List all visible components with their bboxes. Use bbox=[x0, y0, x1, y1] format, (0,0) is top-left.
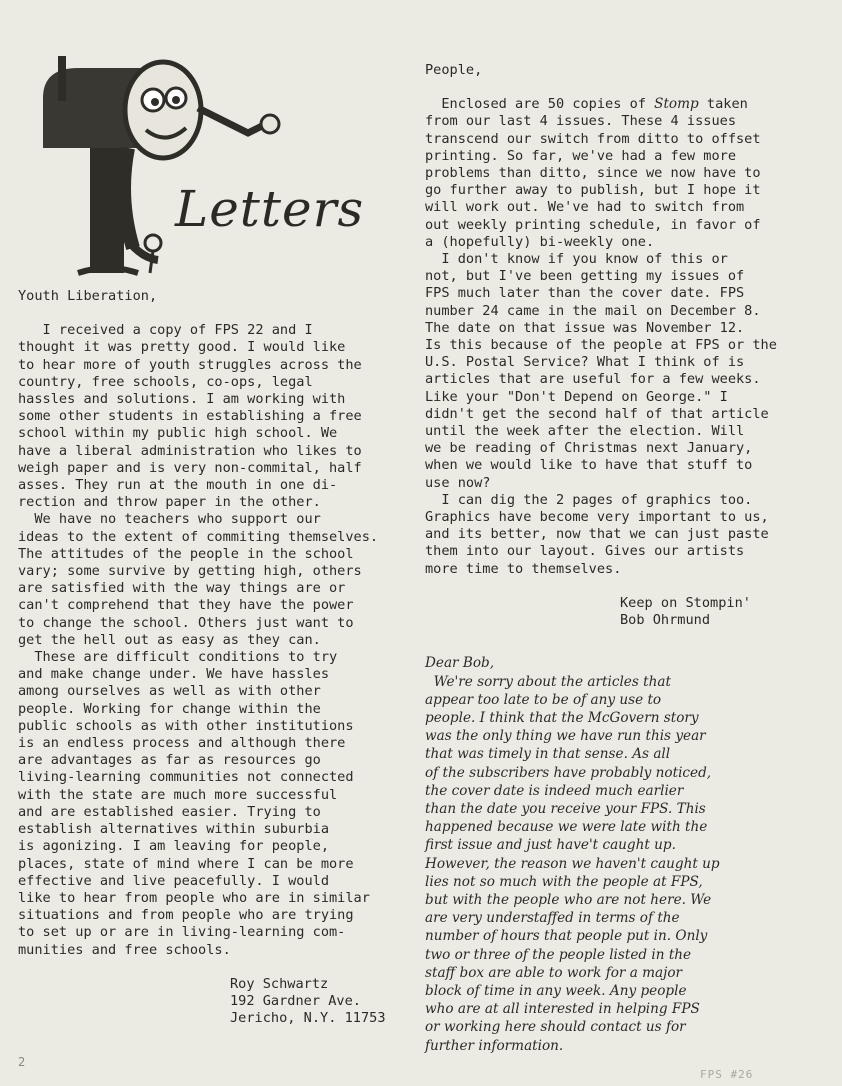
text-line: The date on that issue was November 12. bbox=[425, 319, 745, 336]
text-line: However, the reason we haven't caught up bbox=[425, 855, 720, 872]
text-line: Graphics have become very important to us, bbox=[425, 509, 769, 526]
letters-heading: Letters bbox=[175, 180, 365, 238]
text-line: Is this because of the people at FPS or the bbox=[425, 337, 777, 354]
text-line: go further away to publish, but I hope it bbox=[425, 182, 761, 199]
text-line: block of time in any week. Any people bbox=[425, 982, 687, 999]
text-line: some other students in establishing a free bbox=[18, 408, 362, 425]
text-line: happened because we were late with the bbox=[425, 819, 708, 836]
text-line: will work out. We've had to switch from bbox=[425, 199, 745, 216]
text-line: was the only thing we have run this year bbox=[425, 728, 706, 745]
text-line: with the state are much more successful bbox=[18, 786, 338, 803]
text-line: public schools as with other institutions bbox=[18, 717, 354, 734]
left-letter-body bbox=[18, 322, 388, 959]
text-line: vary; some survive by getting high, others bbox=[18, 563, 362, 580]
text-line: and make change under. We have hassles bbox=[18, 666, 329, 683]
text-line: transcend our switch from ditto to offset bbox=[425, 130, 761, 147]
reply-salutation: Dear Bob, bbox=[425, 655, 495, 672]
text-line: or working here should contact us for bbox=[425, 1019, 686, 1036]
text-line: and its better, now that we can just paste bbox=[425, 526, 769, 543]
text-line: These are difficult conditions to try bbox=[18, 649, 338, 666]
text-line: U.S. Postal Service? What I think of is bbox=[425, 354, 745, 371]
left-salutation: Youth Liberation, bbox=[18, 288, 158, 304]
right-salutation: People, bbox=[425, 62, 483, 78]
text-line: hassles and solutions. I am working with bbox=[18, 391, 346, 408]
page-number: 2 bbox=[18, 1055, 26, 1069]
text-line: to set up or are in living-learning com- bbox=[18, 924, 346, 941]
text-line: to hear more of youth struggles across the bbox=[18, 356, 362, 373]
text-line: from our last 4 issues. These 4 issues bbox=[425, 113, 736, 130]
left-signature bbox=[18, 976, 388, 1028]
text-line: school within my public high school. We bbox=[18, 425, 338, 442]
text-line: not, but I've been getting my issues of bbox=[425, 268, 745, 285]
mailbox-illustration bbox=[18, 38, 368, 278]
text-line: them into our layout. Gives our artists bbox=[425, 543, 745, 560]
text-line: living-learning communities not connected bbox=[18, 769, 354, 786]
text-line: is agonizing. I am leaving for people, bbox=[18, 838, 329, 855]
text-line: two or three of the people listed in the bbox=[425, 946, 692, 963]
text-line: when we would like to have that stuff to bbox=[425, 457, 753, 474]
text-line: get the hell out as easy as they can. bbox=[18, 631, 321, 648]
text-line: and are established easier. Trying to bbox=[18, 803, 321, 820]
text-line: rection and throw paper in the other. bbox=[18, 494, 321, 511]
text-line: number of hours that people put in. Only bbox=[425, 928, 708, 945]
text-line: use now? bbox=[425, 474, 491, 491]
text-line: appear too late to be of any use to bbox=[425, 691, 662, 708]
text-line: country, free schools, co-ops, legal bbox=[18, 373, 313, 390]
text-line: ideas to the extent of commiting themselves. bbox=[18, 528, 379, 545]
text-line: who are at all interested in helping FPS bbox=[425, 1001, 700, 1018]
text-line: among ourselves as well as with other bbox=[18, 683, 321, 700]
text-line: are satisfied with the way things are or bbox=[18, 580, 346, 597]
text-line: are advantages as far as resources go bbox=[18, 752, 321, 769]
text-line: that was timely in that sense. As all bbox=[425, 746, 671, 763]
text-line: until the week after the election. Will bbox=[425, 423, 745, 440]
text-line: a (hopefully) bi-weekly one. bbox=[425, 233, 655, 250]
text-line: more time to themselves. bbox=[425, 560, 622, 577]
text-line: out weekly printing schedule, in favor of bbox=[425, 216, 761, 233]
text-line: I received a copy of FPS 22 and I bbox=[18, 322, 313, 339]
text-line: weigh paper and is very non-commital, half bbox=[18, 459, 362, 476]
right-first-line: Enclosed are 50 copies of Stomp taken bbox=[425, 96, 748, 113]
text-line: like to hear from people who are in similar bbox=[18, 889, 370, 906]
text-line: can't comprehend that they have the power bbox=[18, 597, 354, 614]
text-line: first issue and just have't caught up. bbox=[425, 837, 676, 854]
text-line: we be reading of Christmas next January, bbox=[425, 440, 753, 457]
text-line: 192 Gardner Ave. bbox=[230, 992, 361, 1009]
right-letter-body bbox=[425, 113, 795, 577]
text-line: the cover date is indeed much earlier bbox=[425, 782, 684, 799]
text-line: I don't know if you know of this or bbox=[425, 251, 728, 268]
text-line: have a liberal administration who likes to bbox=[18, 442, 362, 459]
text-line: Like your "Don't Depend on George." I bbox=[425, 388, 728, 405]
text-line: places, state of mind where I can be more bbox=[18, 855, 354, 872]
text-line: are very understaffed in terms of the bbox=[425, 910, 680, 927]
text-line: staff box are able to work for a major bbox=[425, 964, 683, 981]
text-line: to change the school. Others just want to bbox=[18, 614, 354, 631]
text-line: We're sorry about the articles that bbox=[425, 673, 671, 690]
text-line: number 24 came in the mail on December 8. bbox=[425, 302, 761, 319]
text-line: I can dig the 2 pages of graphics too. bbox=[425, 491, 753, 508]
left-column-letter bbox=[18, 288, 388, 1027]
text-line: situations and from people who are trying bbox=[18, 907, 354, 924]
text-line: effective and live peacefully. I would bbox=[18, 872, 329, 889]
text-line: articles that are useful for a few weeks. bbox=[425, 371, 761, 388]
text-line: further information. bbox=[425, 1037, 564, 1054]
text-line: asses. They run at the mouth in one di- bbox=[18, 477, 338, 494]
text-line: Jericho, N.Y. 11753 bbox=[230, 1010, 386, 1027]
text-line: munities and free schools. bbox=[18, 941, 231, 958]
text-line: The attitudes of the people in the school bbox=[18, 545, 354, 562]
text-line: Keep on Stompin' bbox=[620, 594, 751, 611]
right-signature bbox=[425, 595, 795, 629]
text-line: We have no teachers who support our bbox=[18, 511, 321, 528]
text-line: people. Working for change within the bbox=[18, 700, 321, 717]
text-line: establish alternatives within suburbia bbox=[18, 821, 329, 838]
text-line: Roy Schwartz bbox=[230, 975, 329, 992]
text-line: printing. So far, we've had a few more bbox=[425, 147, 736, 164]
text-line: FPS much later than the cover date. FPS bbox=[425, 285, 745, 302]
text-line: people. I think that the McGovern story bbox=[425, 709, 699, 726]
right-column-letter bbox=[425, 62, 795, 1055]
text-line: didn't get the second half of that article bbox=[425, 405, 769, 422]
mailbox-cartoon-icon bbox=[18, 38, 368, 278]
stomp-title: Stomp bbox=[654, 96, 699, 113]
text-line: of the subscribers have probably noticed, bbox=[425, 764, 712, 781]
text-line: than the date you receive your FPS. This bbox=[425, 800, 706, 817]
text-line: lies not so much with the people at FPS, bbox=[425, 873, 703, 890]
issue-code: FPS #26 bbox=[700, 1068, 754, 1081]
reply-body bbox=[425, 673, 795, 1055]
text-line: problems than ditto, since we now have to bbox=[425, 165, 761, 182]
text-line: Bob Ohrmund bbox=[620, 612, 711, 629]
text-line: thought it was pretty good. I would like bbox=[18, 339, 346, 356]
text-line: but with the people who are not here. We bbox=[425, 891, 712, 908]
text-line: is an endless process and although there bbox=[18, 735, 346, 752]
